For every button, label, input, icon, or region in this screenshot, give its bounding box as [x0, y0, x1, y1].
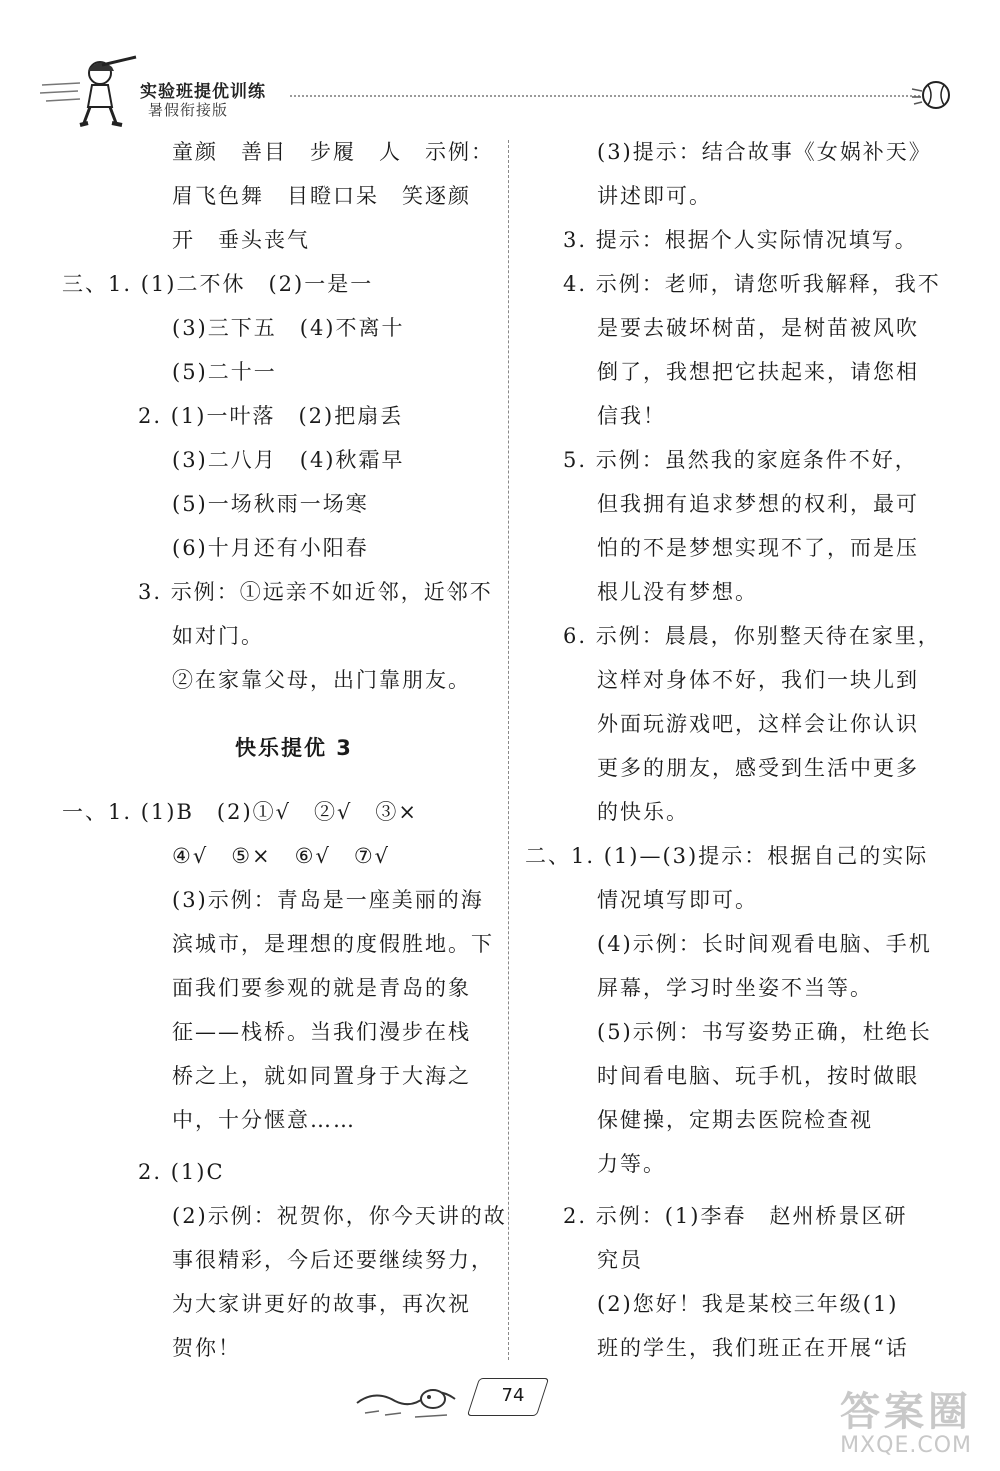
answer-line: 三、1. (1)二不休 (2)一是一	[62, 272, 374, 296]
series-title: 实验班提优训练	[140, 82, 266, 102]
answer-line: 的快乐。	[597, 800, 689, 824]
site-watermark	[840, 1380, 972, 1458]
answer-line: 中，十分惬意……	[172, 1108, 356, 1132]
watermark-logo: 答案圈	[840, 1389, 972, 1435]
answer-line: ②在家靠父母，出门靠朋友。	[172, 668, 471, 692]
answer-line: 倒了，我想把它扶起来，请您相	[597, 360, 919, 384]
answer-line: (4)示例：长时间观看电脑、手机	[597, 932, 932, 956]
header-dotted-rule	[290, 95, 920, 97]
answer-line: (3)三下五 (4)不离十	[172, 316, 405, 340]
answer-line: 2. 示例：(1)李春 赵州桥景区研	[563, 1204, 908, 1228]
answer-line: 情况填写即可。	[597, 888, 758, 912]
answer-line: 面我们要参观的就是青岛的象	[172, 976, 471, 1000]
watermark-url: MXQE.COM	[840, 1433, 972, 1458]
answer-line: 信我！	[597, 404, 666, 428]
answer-line: 是要去破坏树苗，是树苗被风吹	[597, 316, 919, 340]
answer-line: 力等。	[597, 1152, 666, 1176]
answer-line: 根儿没有梦想。	[597, 580, 758, 604]
answer-line: 贺你！	[172, 1336, 241, 1360]
answer-line: (5)二十一	[172, 360, 277, 384]
answer-line: 3. 示例：①远亲不如近邻，近邻不	[138, 580, 493, 604]
answer-line: 开 垂头丧气	[172, 228, 310, 252]
answer-line: 3. 提示：根据个人实际情况填写。	[563, 228, 918, 252]
answer-line: (2)您好！我是某校三年级(1)	[597, 1292, 899, 1316]
answer-line: 更多的朋友，感受到生活中更多	[597, 756, 919, 780]
answer-line: 桥之上，就如同置身于大海之	[172, 1064, 471, 1088]
baseball-icon	[910, 75, 956, 115]
answer-line: (2)示例：祝贺你，你今天讲的故	[172, 1204, 507, 1228]
answer-line: 究员	[597, 1248, 643, 1272]
answer-line: 班的学生，我们班正在开展“话	[597, 1336, 909, 1360]
answer-line: 但我拥有追求梦想的权利，最可	[597, 492, 919, 516]
answer-line: 6. 示例：晨晨，你别整天待在家里，	[563, 624, 941, 648]
answer-line: 这样对身体不好，我们一块儿到	[597, 668, 919, 692]
answer-line: 讲述即可。	[597, 184, 712, 208]
answer-line: 征——栈桥。当我们漫步在栈	[172, 1020, 471, 1044]
answer-line: (6)十月还有小阳春	[172, 536, 369, 560]
answer-line: 童颜 善目 步履 人 示例：	[172, 140, 494, 164]
answer-line: 眉飞色舞 目瞪口呆 笑逐颜	[172, 184, 471, 208]
answer-line: (3)二八月 (4)秋霜早	[172, 448, 405, 472]
page-header	[20, 55, 980, 135]
answer-line: 时间看电脑、玩手机，按时做眼	[597, 1064, 919, 1088]
answer-line: 5. 示例：虽然我的家庭条件不好，	[563, 448, 918, 472]
answer-line: 二、1. (1)—(3)提示：根据自己的实际	[525, 844, 929, 868]
answer-line: ④√ ⑤× ⑥√ ⑦√	[172, 844, 391, 868]
answer-line: (3)示例：青岛是一座美丽的海	[172, 888, 484, 912]
answer-line: 外面玩游戏吧，这样会让你认识	[597, 712, 919, 736]
column-divider	[508, 140, 509, 1360]
answer-line: 一、1. (1)B (2)①√ ②√ ③×	[62, 800, 418, 824]
answer-line: 如对门。	[172, 624, 264, 648]
answer-line: 4. 示例：老师，请您听我解释，我不	[563, 272, 941, 296]
answer-line: 2. (1)一叶落 (2)把扇丢	[138, 404, 404, 428]
page-footer	[355, 1375, 575, 1435]
answer-line: 事很精彩，今后还要继续努力，	[172, 1248, 494, 1272]
answer-line: 滨城市，是理想的度假胜地。下	[172, 932, 494, 956]
answer-line: (5)示例：书写姿势正确，杜绝长	[597, 1020, 932, 1044]
answer-line: 保健操，定期去医院检查视	[597, 1108, 873, 1132]
answer-line: 屏幕，学习时坐姿不当等。	[597, 976, 873, 1000]
section-title: 快乐提优 3	[235, 736, 353, 760]
answer-line: (5)一场秋雨一场寒	[172, 492, 369, 516]
answer-line: 为大家讲更好的故事，再次祝	[172, 1292, 471, 1316]
page-number: 74	[501, 1385, 525, 1406]
baseball-player-mascot-icon	[40, 55, 140, 130]
answer-line: (3)提示：结合故事《女娲补天》	[597, 140, 932, 164]
answer-line: 2. (1)C	[138, 1160, 225, 1184]
series-subtitle: 暑假衔接版	[148, 101, 229, 119]
cartoon-footer-icon	[355, 1375, 475, 1425]
answer-line: 怕的不是梦想实现不了，而是压	[597, 536, 919, 560]
